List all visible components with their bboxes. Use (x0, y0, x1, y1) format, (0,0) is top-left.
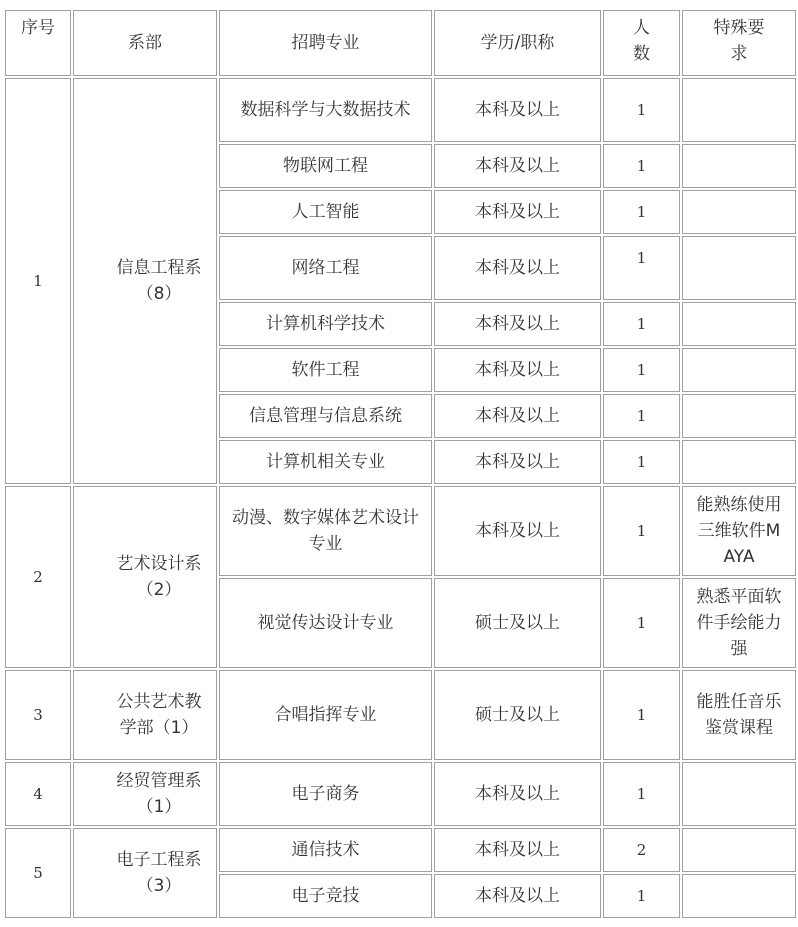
row-major: 电子商务 (219, 762, 432, 826)
row-special: 能熟练使用三维软件MAYA (682, 486, 796, 576)
row-degree: 本科及以上 (434, 874, 601, 918)
table-row (5, 486, 796, 576)
row-degree: 本科及以上 (434, 828, 601, 872)
header-row (5, 10, 796, 76)
header-degree: 学历/职称 (434, 10, 601, 76)
row-degree: 本科及以上 (434, 190, 601, 234)
row-major: 计算机科学技术 (219, 302, 432, 346)
row-count: 1 (603, 670, 680, 760)
header-seq: 序号 (5, 10, 71, 76)
row-count: 1 (603, 302, 680, 346)
header-major: 招聘专业 (219, 10, 432, 76)
row-seq: 2 (5, 486, 71, 668)
row-count: 1 (603, 144, 680, 188)
table-row (5, 762, 796, 826)
row-major: 信息管理与信息系统 (219, 394, 432, 438)
row-degree: 本科及以上 (434, 762, 601, 826)
row-count: 1 (603, 78, 680, 142)
row-major: 网络工程 (219, 236, 432, 300)
row-dept: 艺术设计系（2） (73, 486, 217, 668)
row-special (682, 440, 796, 484)
row-special (682, 190, 796, 234)
row-count: 1 (603, 486, 680, 576)
row-special: 熟悉平面软件手绘能力强 (682, 578, 796, 668)
table-row (5, 670, 796, 760)
row-degree: 本科及以上 (434, 440, 601, 484)
row-major: 动漫、数字媒体艺术设计专业 (219, 486, 432, 576)
row-special (682, 144, 796, 188)
row-seq: 4 (5, 762, 71, 826)
row-major: 软件工程 (219, 348, 432, 392)
row-degree: 本科及以上 (434, 302, 601, 346)
row-dept: 经贸管理系（1） (73, 762, 217, 826)
row-count: 1 (603, 874, 680, 918)
row-special (682, 762, 796, 826)
row-dept: 公共艺术教学部（1） (73, 670, 217, 760)
row-degree: 本科及以上 (434, 394, 601, 438)
row-count: 1 (603, 236, 680, 300)
row-special (682, 302, 796, 346)
row-major: 电子竞技 (219, 874, 432, 918)
row-dept: 信息工程系（8） (73, 78, 217, 484)
row-count: 1 (603, 348, 680, 392)
row-degree: 本科及以上 (434, 236, 601, 300)
row-seq: 3 (5, 670, 71, 760)
row-special (682, 236, 796, 300)
row-major: 通信技术 (219, 828, 432, 872)
row-seq: 1 (5, 78, 71, 484)
row-major: 数据科学与大数据技术 (219, 78, 432, 142)
table-row (5, 828, 796, 872)
row-degree: 本科及以上 (434, 144, 601, 188)
row-major: 合唱指挥专业 (219, 670, 432, 760)
recruitment-table (3, 8, 798, 920)
row-major: 物联网工程 (219, 144, 432, 188)
row-count: 1 (603, 394, 680, 438)
row-special: 能胜任音乐鉴赏课程 (682, 670, 796, 760)
header-dept: 系部 (73, 10, 217, 76)
row-seq: 5 (5, 828, 71, 918)
row-degree: 本科及以上 (434, 78, 601, 142)
row-count: 1 (603, 762, 680, 826)
row-special (682, 78, 796, 142)
row-special (682, 874, 796, 918)
row-degree: 本科及以上 (434, 486, 601, 576)
row-special (682, 348, 796, 392)
row-count: 2 (603, 828, 680, 872)
row-major: 计算机相关专业 (219, 440, 432, 484)
row-dept: 电子工程系（3） (73, 828, 217, 918)
row-special (682, 828, 796, 872)
header-special: 特殊要求 (682, 10, 796, 76)
header-count: 人数 (603, 10, 680, 76)
row-degree: 本科及以上 (434, 348, 601, 392)
row-major: 人工智能 (219, 190, 432, 234)
row-degree: 硕士及以上 (434, 670, 601, 760)
row-major: 视觉传达设计专业 (219, 578, 432, 668)
row-count: 1 (603, 190, 680, 234)
table-row (5, 78, 796, 142)
row-special (682, 394, 796, 438)
row-count: 1 (603, 440, 680, 484)
row-count: 1 (603, 578, 680, 668)
row-degree: 硕士及以上 (434, 578, 601, 668)
